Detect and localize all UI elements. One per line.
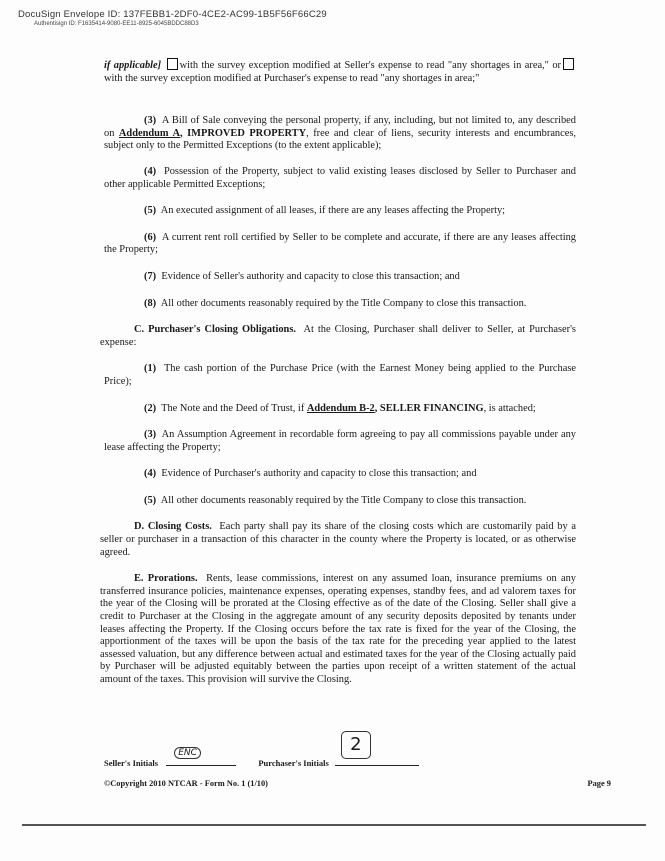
item-c5: (5) All other documents reasonably required by the Title Company to close this transaction. [144,494,527,506]
item-c1: (1) The cash portion of the Purchase Price (with the Earnest Money being applied to the Purchase Price); [104,363,576,387]
purchaser-initials-value: 2 [341,731,371,759]
seller-initials-field[interactable] [166,748,236,766]
section-e: E. Prorations. Rents, lease commissions, interest on any assumed loan, insurance premiums on any transferred insurance policies, maintenance expenses, operating expenses, standby fees, and ad valorem taxes for the year of the Closing will be prorated at the Closing effective as of the date of the Closing. Seller shall give a credit to Purchaser at the Closing in the aggregate amount of any security deposits deposited by tenants under leases affecting the Property. If the Closing occurs before the tax rate is fixed for the year of the Closing, the apportionment of the taxes will be upon the basis of the tax rate for the preceding year applied to the latest assessed valuation, but any difference between actual and estimated taxes for the year of the Closing actually paid by Purchaser will be adjusted equitably between the parties upon receipt of a written statement of the actual amount of the taxes. This provision will survive the Closing. [100,573,576,685]
addendum-a-link: Addendum A [118,127,181,139]
addendum-b2-link: Addendum B-2 [306,402,375,414]
section-d: D. Closing Costs. Each party shall pay its share of the closing costs which are customarily paid by a seller or purchaser in a transaction of this character in the county where the Property is located, or as otherwise agreed. [100,521,576,558]
item-a3: (3) A Bill of Sale conveying the personal property, if any, including, but not limited to, any described on Addendum A, IMPROVED PROPERTY, free and clear of liens, security interests and encumbrances, subject only to the Permitted Exceptions (to the extent applicable); [104,115,576,152]
copyright-text: ©Copyright 2010 NTCAR - Form No. 1 (1/10) [104,779,268,788]
survey-part1: with the survey exception modified at Seller's expense to read "any shortages in area," or [179,60,561,71]
seller-initials-label: Seller's Initials [104,758,159,768]
item-a5: (5) An executed assignment of all leases, if there are any leases affecting the Property; [144,205,506,217]
item-a4: (4) Possession of the Property, subject to valid existing leases disclosed by Seller to Purchaser and other applicable Permitted Exceptions; [104,165,576,190]
seller-initials-value: ENC [174,747,201,759]
section-c: C. Purchaser's Closing Obligations. At the Closing, Purchaser shall deliver to Seller, at Purchaser's expense: [100,324,576,348]
item-c3: (3) An Assumption Agreement in recordable form agreeing to pay all commissions payable under any lease affecting the Property; [104,429,576,453]
item-c2: (2) The Note and the Deed of Trust, if Addendum B-2, SELLER FINANCING, is attached; [144,402,536,414]
purchaser-expense-checkbox[interactable] [563,58,574,70]
authentisign-id: Authentisign ID: F1635414-9080-EE11-8925-6045BDDC88D3 [34,21,199,27]
section-c-heading: C. Purchaser's Closing Obligations. [134,324,296,336]
document-body [100,58,576,687]
survey-lead: if applicable] [104,60,162,71]
purchaser-initials-field[interactable] [335,734,419,766]
section-e-heading: E. Prorations. [134,573,198,585]
item-a7: (7) Evidence of Seller's authority and capacity to close this transaction; and [144,270,460,282]
docusign-envelope-id: DocuSign Envelope ID: 137FEBB1-2DF0-4CE2-AC99-1B5F56F66C29 [18,9,327,20]
section-d-heading: D. Closing Costs. [134,521,212,533]
page-number: Page 9 [587,779,611,788]
initials-row [104,734,524,768]
item-a8: (8) All other documents reasonably required by the Title Company to close this transaction. [144,297,527,309]
seller-expense-checkbox[interactable] [167,58,178,70]
survey-paragraph [104,58,576,85]
purchaser-initials-label: Purchaser's Initials [258,758,329,768]
survey-part2: with the survey exception modified at Purchaser's expense to read "any shortages in area;" [104,72,480,84]
bottom-divider [22,824,646,826]
item-a6: (6) A current rent roll certified by Seller to be complete and accurate, if there are any leases affecting the Property; [104,231,576,256]
item-c4: (4) Evidence of Purchaser's authority and capacity to close this transaction; and [144,468,477,480]
page-footer [104,779,611,788]
